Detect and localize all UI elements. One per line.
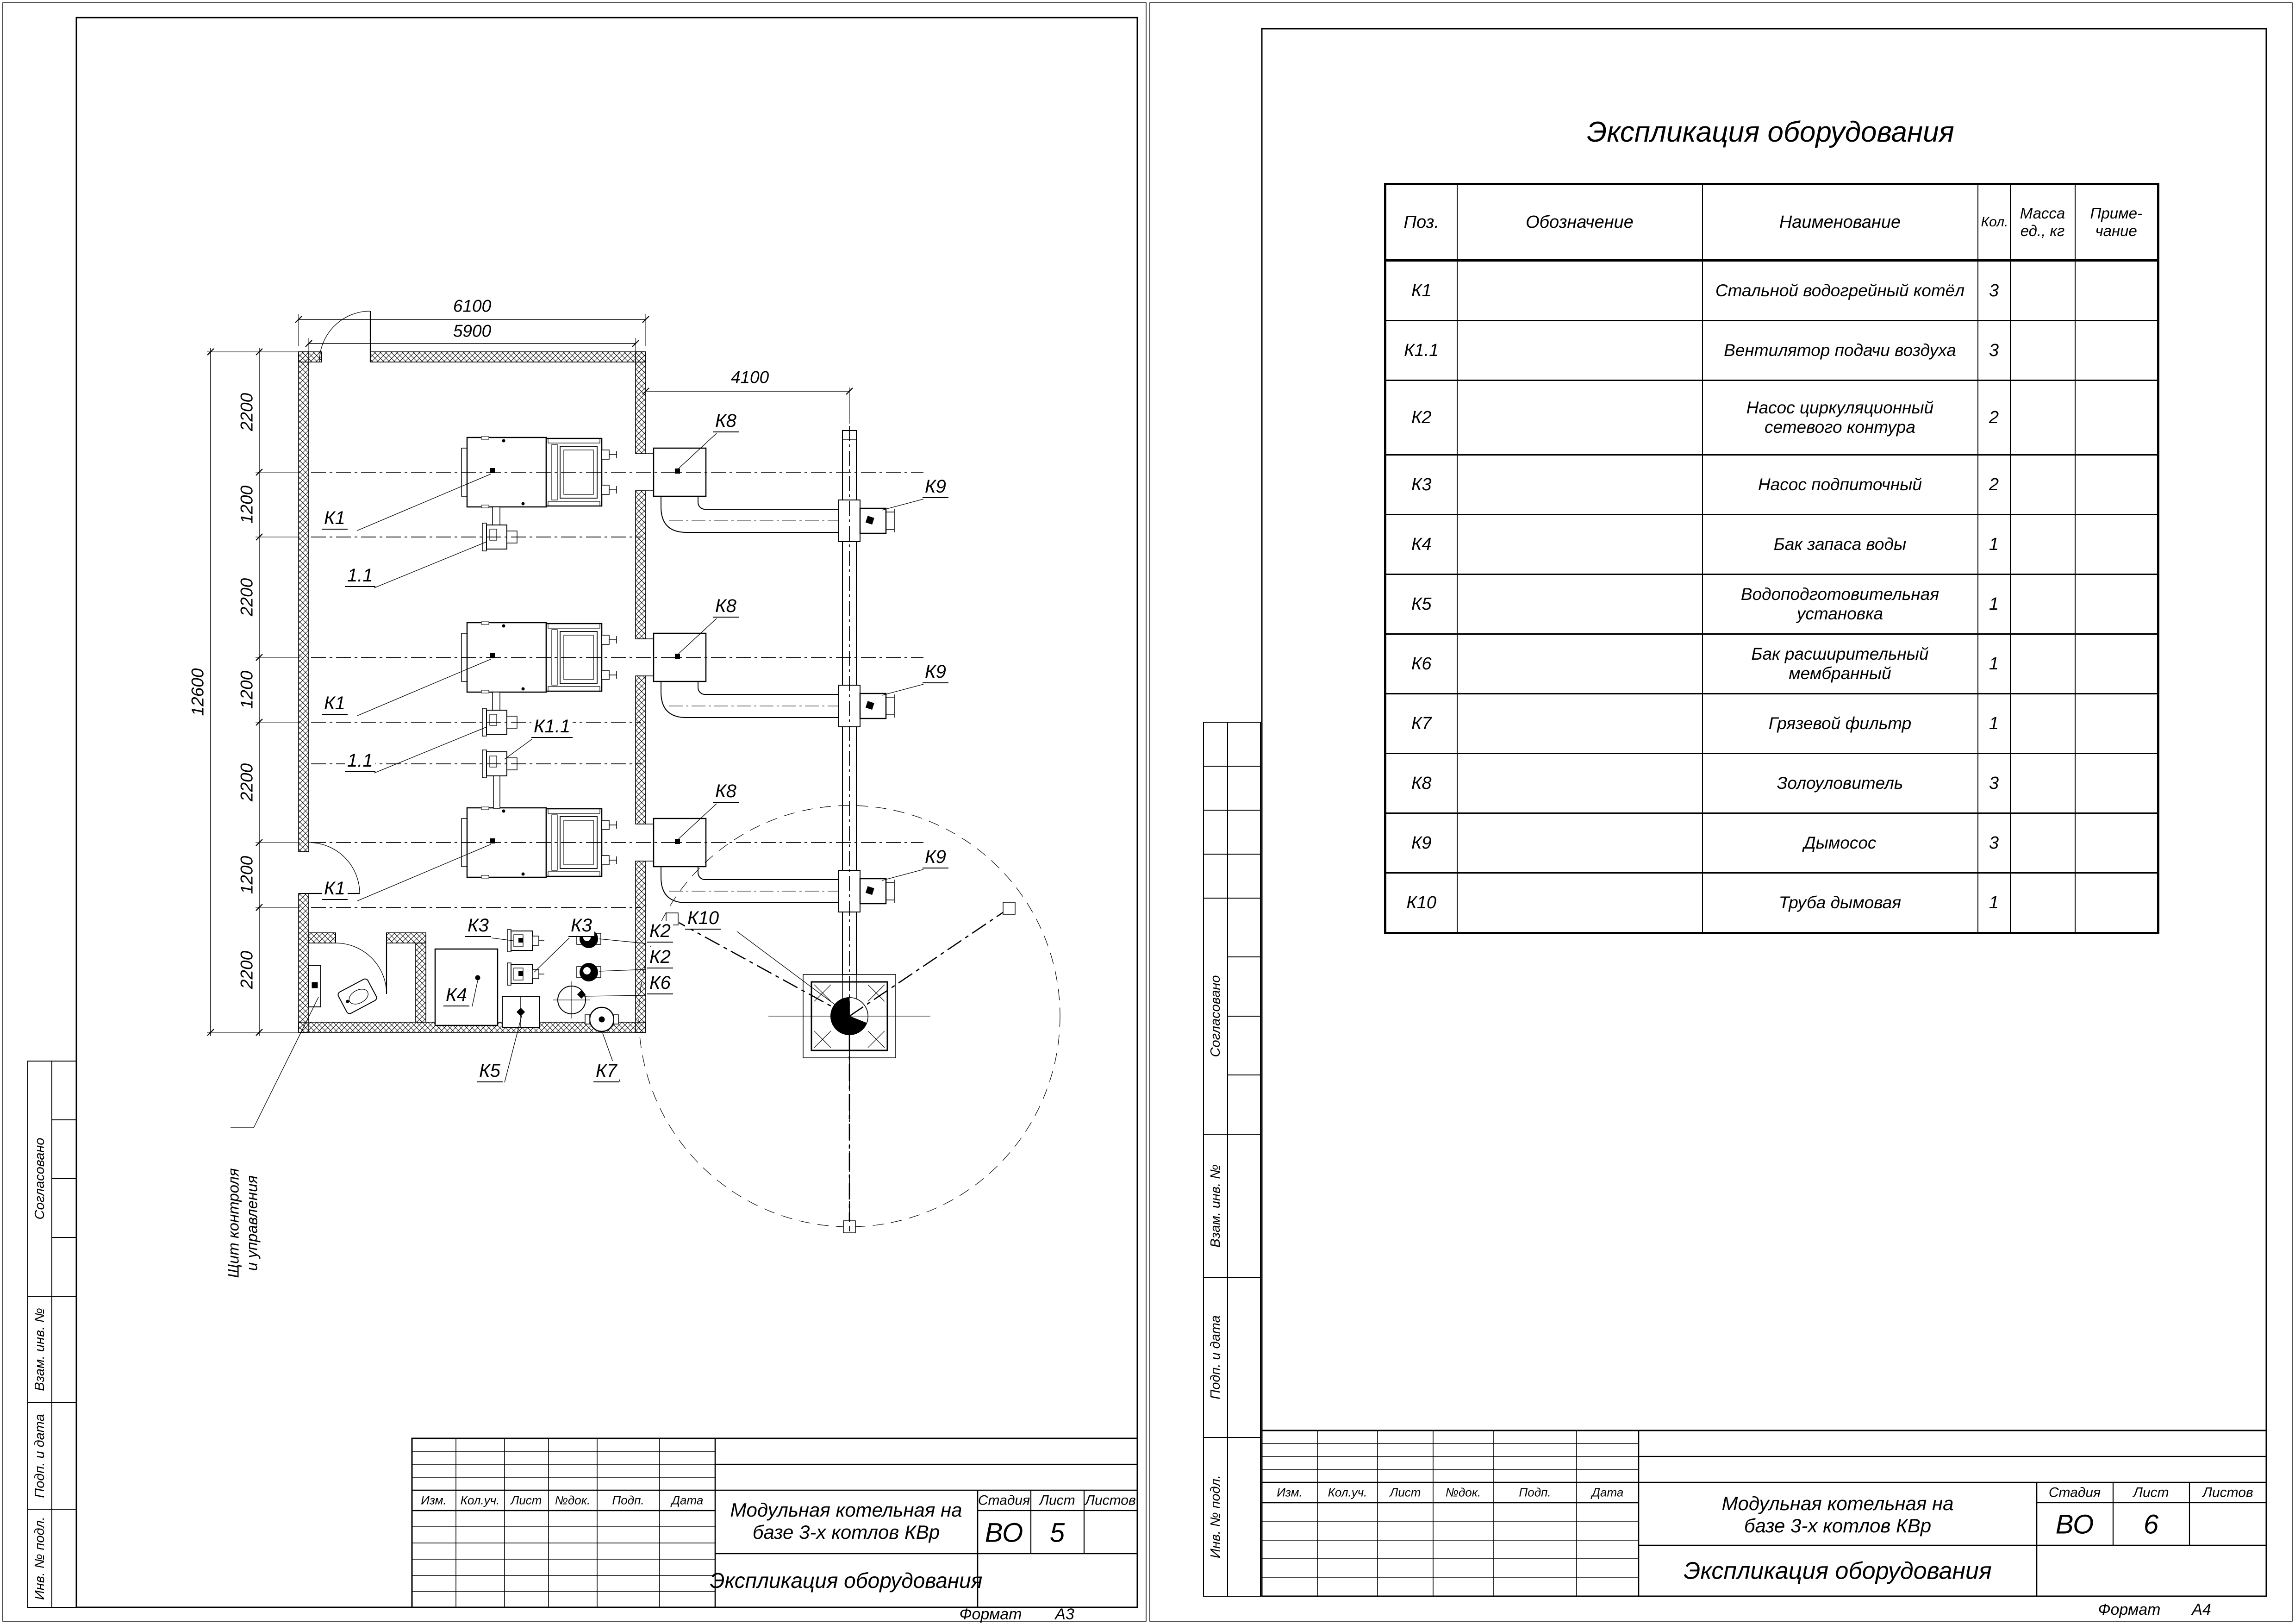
spec-header-row xyxy=(1385,184,2158,261)
wash-basin xyxy=(337,978,378,1015)
dim-row-7: 2200 xyxy=(237,950,256,989)
spec-cell-note xyxy=(2075,813,2158,873)
spec-cell-qty: 1 xyxy=(1978,575,2010,634)
spec-cell-qty: 1 xyxy=(1978,873,2010,933)
stamp-inv-orig-left: Инв. № подл. xyxy=(32,1517,47,1600)
spec-cell-designation xyxy=(1457,381,1703,455)
spec-cell-designation xyxy=(1457,754,1703,813)
network-pump-2 xyxy=(577,963,601,981)
spec-cell-mass xyxy=(2010,261,2075,321)
spec-cell-designation xyxy=(1457,813,1703,873)
stamp-sign-date-left: Подп. и дата xyxy=(32,1414,47,1498)
spec-cell-note xyxy=(2075,515,2158,575)
dim-row-4: 1200 xyxy=(237,670,256,709)
dim-row-1: 2200 xyxy=(237,393,256,431)
spec-cell-pos: К1 xyxy=(1385,261,1457,321)
tb-col-koluch-left: Кол.уч. xyxy=(460,1493,500,1507)
tb-doc-name-left: Экспликация оборудования xyxy=(710,1568,983,1593)
tb-title-line2-left: базе 3-х котлов КВр xyxy=(752,1521,940,1543)
stamp-agreed-right: Согласовано xyxy=(1208,975,1223,1057)
spec-cell-pos: К3 xyxy=(1385,455,1457,515)
spec-cell-pos: К7 xyxy=(1385,694,1457,754)
spec-cell-name: Стальной водогрейный котёл xyxy=(1703,261,1978,321)
spec-cell-mass xyxy=(2010,873,2075,933)
spec-cell-mass xyxy=(2010,754,2075,813)
spec-row xyxy=(1385,515,2158,575)
spec-cell-designation xyxy=(1457,515,1703,575)
tag-boiler-2: К1 xyxy=(322,693,348,715)
tb-col-dok-left: №док. xyxy=(555,1493,591,1507)
spec-cell-name: Дымосос xyxy=(1703,813,1978,873)
spec-table xyxy=(1384,183,2159,934)
spec-row xyxy=(1385,261,2158,321)
spec-cell-name: Труба дымовая xyxy=(1703,873,1978,933)
spec-cell-mass xyxy=(2010,321,2075,381)
tag-boiler-1: К1 xyxy=(322,508,348,530)
spec-row xyxy=(1385,873,2158,933)
tb-title-line2-right: базе 3-х котлов КВр xyxy=(1744,1514,1932,1537)
spec-row xyxy=(1385,381,2158,455)
tag-ash-1: К8 xyxy=(713,411,739,432)
tb-sheets-label-left: Листов xyxy=(1085,1493,1136,1508)
spec-cell-designation xyxy=(1457,261,1703,321)
control-panel-note-line2: и управления xyxy=(243,1175,261,1271)
spec-cell-qty: 3 xyxy=(1978,261,2010,321)
spec-cell-qty: 1 xyxy=(1978,515,2010,575)
stamp-sign-date-right: Подп. и дата xyxy=(1208,1315,1223,1399)
spec-cell-mass xyxy=(2010,634,2075,694)
spec-cell-designation xyxy=(1457,321,1703,381)
tb-col-data-right: Дата xyxy=(1591,1485,1624,1499)
tag-mud-filter: К7 xyxy=(593,1061,619,1082)
spec-row xyxy=(1385,575,2158,634)
spec-cell-pos: К1.1 xyxy=(1385,321,1457,381)
spec-col-qty: Кол. xyxy=(1978,184,2010,261)
spec-cell-qty: 3 xyxy=(1978,813,2010,873)
tb-col-dok-right: №док. xyxy=(1445,1485,1481,1499)
tb-stage-value-left: ВО xyxy=(985,1518,1023,1548)
dim-row-6: 1200 xyxy=(237,856,256,894)
spec-cell-note xyxy=(2075,261,2158,321)
tag-boiler-3: К1 xyxy=(322,879,348,900)
tb-col-list-left: Лист xyxy=(511,1493,542,1507)
tag-network-pump-2: К2 xyxy=(647,947,673,968)
spec-cell-mass xyxy=(2010,575,2075,634)
spec-col-name: Наименование xyxy=(1703,184,1978,261)
tag-ash-2: К8 xyxy=(713,596,739,618)
spec-row xyxy=(1385,813,2158,873)
tag-water-tank: К4 xyxy=(443,985,469,1006)
spec-row xyxy=(1385,694,2158,754)
spec-cell-mass xyxy=(2010,694,2075,754)
spec-cell-note xyxy=(2075,455,2158,515)
spec-cell-designation xyxy=(1457,873,1703,933)
stamp-inv-orig-right: Инв. № подл. xyxy=(1208,1475,1223,1558)
spec-cell-note xyxy=(2075,575,2158,634)
spec-col-designation: Обозначение xyxy=(1457,184,1703,261)
format-value-right: А4 xyxy=(2192,1601,2211,1619)
spec-cell-mass xyxy=(2010,813,2075,873)
spec-cell-note xyxy=(2075,873,2158,933)
spec-row xyxy=(1385,754,2158,813)
spec-cell-designation xyxy=(1457,575,1703,634)
tb-stage-label-left: Стадия xyxy=(978,1493,1030,1508)
tag-burner-2: 1.1 xyxy=(345,751,375,772)
spec-cell-pos: К9 xyxy=(1385,813,1457,873)
tb-stage-label-right: Стадия xyxy=(2048,1485,2101,1500)
spec-cell-mass xyxy=(2010,455,2075,515)
tag-exhauster-3: К9 xyxy=(923,847,948,868)
spec-row xyxy=(1385,455,2158,515)
air-fan xyxy=(482,750,517,808)
spec-cell-name: Насос циркуляционный сетевого контура xyxy=(1703,381,1978,455)
spec-cell-pos: К8 xyxy=(1385,754,1457,813)
tb-sheet-label-right: Лист xyxy=(2133,1485,2169,1500)
spec-cell-pos: К2 xyxy=(1385,381,1457,455)
dim-width-inner: 5900 xyxy=(453,321,492,341)
spec-cell-note xyxy=(2075,381,2158,455)
tb-sheets-label-right: Листов xyxy=(2202,1485,2253,1500)
spec-cell-note xyxy=(2075,754,2158,813)
spec-cell-pos: К6 xyxy=(1385,634,1457,694)
spec-cell-name: Бак расширительный мембранный xyxy=(1703,634,1978,694)
spec-col-mass: Масса ед., кг xyxy=(2010,184,2075,261)
dim-row-3: 2200 xyxy=(237,578,256,617)
tag-expansion-tank: К6 xyxy=(647,973,673,994)
format-value-left: А3 xyxy=(1055,1605,1074,1624)
spec-cell-name: Вентилятор подачи воздуха xyxy=(1703,321,1978,381)
tag-exhauster-2: К9 xyxy=(923,662,948,683)
spec-col-note: Приме-чание xyxy=(2075,184,2158,261)
spec-cell-qty: 1 xyxy=(1978,694,2010,754)
spec-cell-note xyxy=(2075,321,2158,381)
tag-exhauster-1: К9 xyxy=(923,477,948,498)
spec-cell-qty: 3 xyxy=(1978,321,2010,381)
burner-1 xyxy=(482,507,517,551)
spec-cell-name: Водоподготовительная установка xyxy=(1703,575,1978,634)
spec-cell-mass xyxy=(2010,515,2075,575)
spec-cell-qty: 2 xyxy=(1978,455,2010,515)
tb-stage-value-right: ВО xyxy=(2055,1509,2094,1540)
tb-col-podp-left: Подп. xyxy=(612,1493,644,1507)
stamp-replaced-inv-left: Взам. инв. № xyxy=(32,1308,47,1391)
spec-cell-name: Золоуловитель xyxy=(1703,754,1978,813)
spec-cell-mass xyxy=(2010,381,2075,455)
spec-cell-name: Грязевой фильтр xyxy=(1703,694,1978,754)
spec-cell-qty: 3 xyxy=(1978,754,2010,813)
spec-cell-designation xyxy=(1457,455,1703,515)
spec-cell-designation xyxy=(1457,634,1703,694)
burner-2 xyxy=(482,692,517,736)
spec-cell-name: Бак запаса воды xyxy=(1703,515,1978,575)
tb-col-data-left: Дата xyxy=(671,1493,704,1507)
control-panel-note-line1: Щит контроля xyxy=(225,1168,242,1278)
feed-pump-2 xyxy=(507,963,544,985)
tag-fan: К1.1 xyxy=(531,717,573,738)
tb-col-izm-right: Изм. xyxy=(1277,1485,1303,1499)
spec-col-pos: Поз. xyxy=(1385,184,1457,261)
dim-row-5: 2200 xyxy=(237,763,256,802)
spec-table-title: Экспликация оборудования xyxy=(1587,116,1954,148)
format-label-left: Формат xyxy=(959,1605,1022,1624)
spec-row xyxy=(1385,634,2158,694)
dim-row-2: 1200 xyxy=(237,485,256,524)
tb-col-izm-left: Изм. xyxy=(421,1493,447,1507)
axis-lines xyxy=(311,426,923,1231)
tb-col-podp-right: Подп. xyxy=(1519,1485,1551,1499)
spec-cell-note xyxy=(2075,634,2158,694)
spec-cell-pos: К4 xyxy=(1385,515,1457,575)
dim-width-outer: 6100 xyxy=(453,296,492,316)
tb-sheet-value-right: 6 xyxy=(2143,1509,2159,1540)
tb-sheet-value-left: 5 xyxy=(1049,1518,1065,1548)
tb-col-list-right: Лист xyxy=(1390,1485,1421,1499)
tag-burner-1: 1.1 xyxy=(345,566,375,587)
dim-flue-span: 4100 xyxy=(730,368,769,387)
tag-water-treatment: К5 xyxy=(477,1061,503,1082)
dim-total-height: 12600 xyxy=(188,668,207,716)
tag-chimney: К10 xyxy=(685,908,721,930)
spec-row xyxy=(1385,321,2158,381)
spec-table-body xyxy=(1385,261,2158,933)
tb-sheet-label-left: Лист xyxy=(1039,1493,1075,1508)
stamp-agreed-left: Согласовано xyxy=(32,1137,47,1220)
spec-cell-qty: 1 xyxy=(1978,634,2010,694)
spec-cell-pos: К10 xyxy=(1385,873,1457,933)
spec-cell-note xyxy=(2075,694,2158,754)
tag-feed-pump-2: К3 xyxy=(568,916,594,937)
tb-col-koluch-right: Кол.уч. xyxy=(1328,1485,1367,1499)
tag-ash-3: К8 xyxy=(713,781,739,803)
format-label-right: Формат xyxy=(2098,1601,2161,1619)
spec-cell-designation xyxy=(1457,694,1703,754)
tag-feed-pump-1: К3 xyxy=(465,916,491,937)
stamp-replaced-inv-right: Взам. инв. № xyxy=(1208,1164,1223,1248)
spec-cell-qty: 2 xyxy=(1978,381,2010,455)
tb-title-line1-left: Модульная котельная на xyxy=(730,1499,962,1521)
spec-cell-name: Насос подпиточный xyxy=(1703,455,1978,515)
tb-doc-name-right: Экспликация оборудования xyxy=(1684,1557,1992,1585)
tag-network-pump-1: К2 xyxy=(647,921,673,943)
tb-title-line1-right: Модульная котельная на xyxy=(1721,1492,1954,1514)
spec-cell-pos: К5 xyxy=(1385,575,1457,634)
